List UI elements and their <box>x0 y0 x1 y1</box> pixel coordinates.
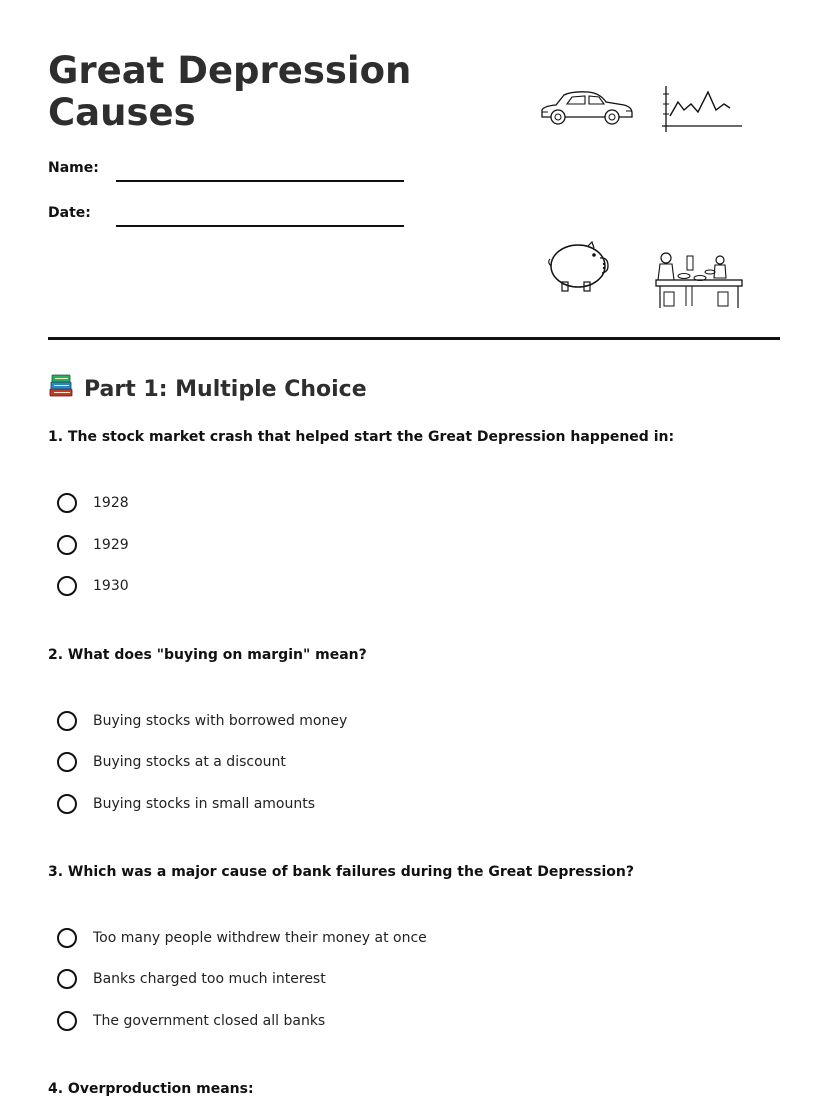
answer-option[interactable] <box>57 966 326 992</box>
option-label: 1928 <box>93 495 129 511</box>
option-label: Buying stocks with borrowed money <box>93 713 348 729</box>
section-heading-part-1 <box>48 374 367 404</box>
option-label: 1930 <box>93 578 129 594</box>
radio-button[interactable] <box>57 1011 77 1031</box>
answer-option[interactable] <box>57 573 129 599</box>
radio-button[interactable] <box>57 711 77 731</box>
answer-option[interactable] <box>57 749 286 775</box>
radio-button[interactable] <box>57 493 77 513</box>
radio-button[interactable] <box>57 535 77 555</box>
question-4: 4. Overproduction means: <box>48 1081 254 1097</box>
option-label: Buying stocks at a discount <box>93 754 286 770</box>
answer-option[interactable] <box>57 791 315 817</box>
option-label: 1929 <box>93 537 129 553</box>
date-field <box>48 205 408 235</box>
option-label: Buying stocks in small amounts <box>93 796 316 812</box>
answer-option[interactable] <box>57 490 129 516</box>
name-blank-line[interactable] <box>116 180 404 182</box>
page-title: Great Depression Causes <box>48 49 412 134</box>
car-icon <box>538 88 636 128</box>
piggy-bank-icon <box>548 240 614 296</box>
radio-button[interactable] <box>57 794 77 814</box>
question-2: 2. What does "buying on margin" mean? <box>48 647 367 663</box>
books-icon <box>48 374 74 404</box>
option-label: The government closed all banks <box>93 1013 326 1029</box>
answer-option[interactable] <box>57 532 129 558</box>
date-blank-line[interactable] <box>116 225 404 227</box>
section-heading-text: Part 1: Multiple Choice <box>84 376 367 402</box>
answer-option[interactable] <box>57 925 427 951</box>
answer-option[interactable] <box>57 708 347 734</box>
name-label: Name: <box>48 160 99 176</box>
question-1: 1. The stock market crash that helped start the Great Depression happened in: <box>48 429 675 445</box>
radio-button[interactable] <box>57 752 77 772</box>
family-dinner-table-icon <box>654 250 746 312</box>
option-label: Too many people withdrew their money at once <box>93 930 427 946</box>
line-graph-icon <box>660 84 744 136</box>
radio-button[interactable] <box>57 928 77 948</box>
radio-button[interactable] <box>57 576 77 596</box>
date-label: Date: <box>48 205 91 221</box>
answer-option[interactable] <box>57 1008 325 1034</box>
question-3: 3. Which was a major cause of bank failures during the Great Depression? <box>48 864 634 880</box>
radio-button[interactable] <box>57 969 77 989</box>
name-field <box>48 160 408 190</box>
option-label: Banks charged too much interest <box>93 971 326 987</box>
header-divider <box>48 337 780 340</box>
